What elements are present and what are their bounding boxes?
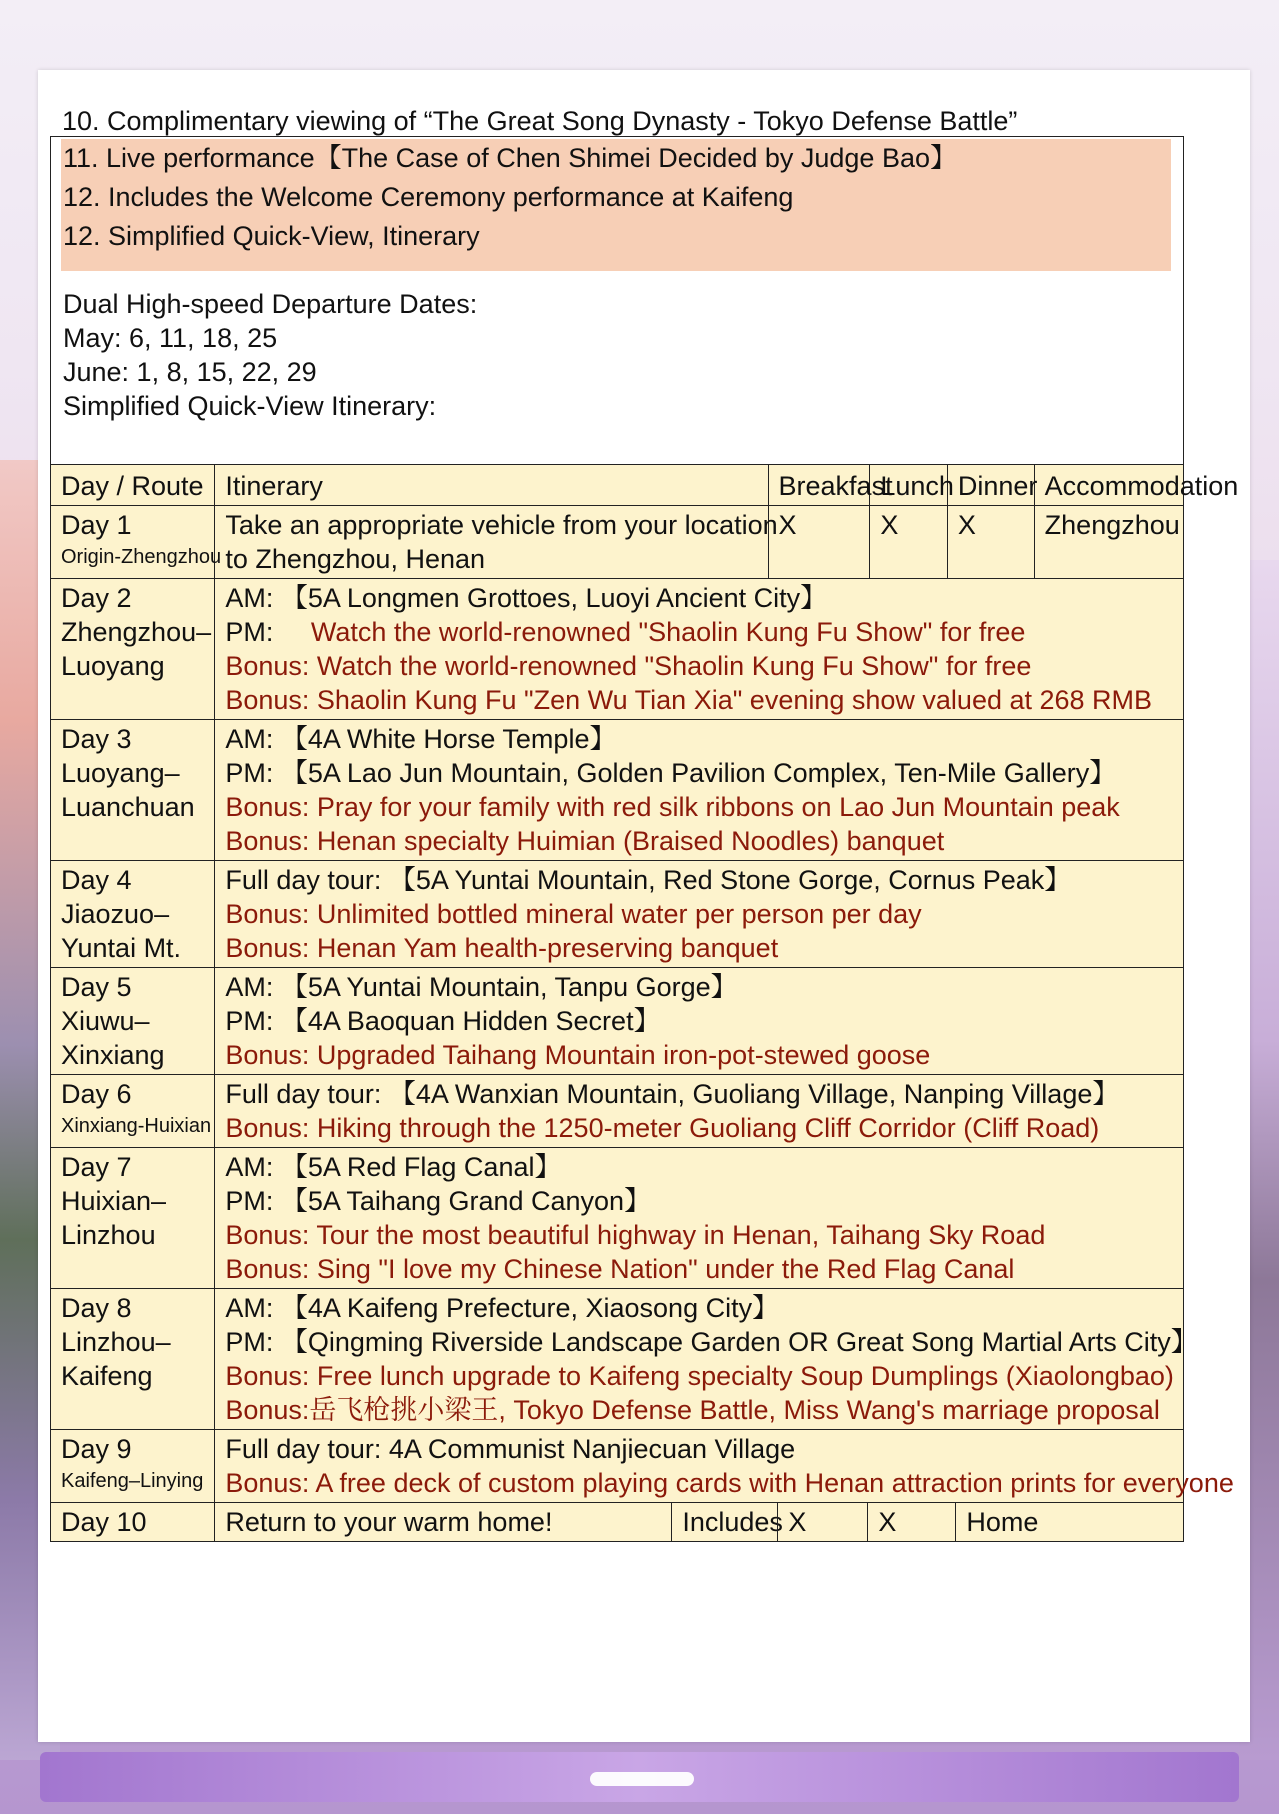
table-row xyxy=(51,968,1184,1075)
days-body xyxy=(51,579,1234,1503)
day-route-cell xyxy=(51,861,215,968)
day-route-cell xyxy=(51,579,215,720)
day-route-cell xyxy=(51,1075,215,1148)
highlight-line-12a: 12. Includes the Welcome Ceremony performance at Kaifeng xyxy=(63,182,794,212)
bonus-line: Bonus: Shaolin Kung Fu "Zen Wu Tian Xia" evening show valued at 268 RMB xyxy=(225,685,1153,715)
itinerary-heading: Simplified Quick-View Itinerary: xyxy=(63,391,437,421)
header-day-route: Day / Route xyxy=(51,465,215,506)
lunch-cell: X xyxy=(777,1503,867,1541)
scroll-indicator[interactable] xyxy=(590,1772,694,1786)
document-page xyxy=(38,70,1250,1742)
day-route-cell xyxy=(51,506,222,579)
day-route-cell xyxy=(51,1289,215,1430)
itinerary-line: PM: Watch the world-renowned "Shaolin Kung Fu Show" for free xyxy=(225,617,1026,647)
route-label: Kaifeng–Linying xyxy=(61,1470,204,1492)
header-breakfast: Breakfast xyxy=(768,465,870,506)
header-accommodation: Accommodation xyxy=(1034,465,1183,506)
bonus-line: Bonus: Upgraded Taihang Mountain iron-pot-stewed goose xyxy=(225,1040,931,1070)
itinerary-cell xyxy=(215,1430,1234,1503)
route-label: Linzhou– xyxy=(61,1327,171,1357)
itinerary-cell xyxy=(215,1289,1198,1430)
intro-line: 10. Complimentary viewing of “The Great Song Dynasty - Tokyo Defense Battle” xyxy=(62,106,1018,136)
itinerary-line: Full day tour: 【5A Yuntai Mountain, Red Stone Gorge, Cornus Peak】 xyxy=(225,865,1072,895)
route-label: Xiuwu– xyxy=(61,1006,150,1036)
day-label: Day 9 xyxy=(61,1434,132,1464)
itinerary-cell xyxy=(215,1148,1184,1289)
itinerary-table xyxy=(50,464,1239,1542)
header-itinerary: Itinerary xyxy=(215,465,768,506)
dinner-cell: X xyxy=(947,506,1034,579)
header-lunch: Lunch xyxy=(870,465,948,506)
departure-heading: Dual High-speed Departure Dates: xyxy=(63,289,478,319)
route-label: Huixian– xyxy=(61,1186,167,1216)
route-label: Kaifeng xyxy=(61,1361,153,1391)
bonus-line: Bonus: Pray for your family with red silk ribbons on Lao Jun Mountain peak xyxy=(225,792,1120,822)
bonus-line: Bonus:岳飞枪挑小梁王, Tokyo Defense Battle, Miss Wang's marriage proposal xyxy=(225,1395,1160,1425)
itinerary-line: to Zhengzhou, Henan xyxy=(225,544,486,574)
bonus-line: Bonus: Tour the most beautiful highway in Henan, Taihang Sky Road xyxy=(225,1220,1046,1250)
bonus-line: Bonus: A free deck of custom playing cards with Henan attraction prints for everyone xyxy=(225,1468,1234,1498)
day-label: Day 6 xyxy=(61,1079,132,1109)
day-route-cell xyxy=(51,1430,215,1503)
itinerary-line: Full day tour: 【4A Wanxian Mountain, Guoliang Village, Nanping Village】 xyxy=(225,1079,1120,1109)
bonus-line: Bonus: Henan Yam health-preserving banquet xyxy=(225,933,779,963)
bonus-line: Bonus: Sing "I love my Chinese Nation" under the Red Flag Canal xyxy=(225,1254,1015,1284)
table-row xyxy=(51,1503,1184,1542)
highlight-box xyxy=(50,136,1184,470)
route-label: Jiaozuo– xyxy=(61,899,170,929)
table-row xyxy=(51,579,1184,720)
itinerary-cell xyxy=(215,506,778,579)
itinerary-line: PM: 【Qingming Riverside Landscape Garden OR Great Song Martial Arts City】 xyxy=(225,1327,1198,1357)
table-row xyxy=(51,720,1184,861)
day-label: Day 5 xyxy=(61,972,132,1002)
day-label: Day 8 xyxy=(61,1293,132,1323)
itinerary-cell xyxy=(215,579,1184,720)
accommodation-cell: Home xyxy=(955,1503,1183,1541)
day-route-cell: Day 10 xyxy=(51,1503,215,1542)
bonus-line: Bonus: Unlimited bottled mineral water per person per day xyxy=(225,899,922,929)
table-row xyxy=(51,506,1184,579)
route-label: Luoyang xyxy=(61,651,165,681)
dinner-cell: X xyxy=(867,1503,955,1541)
itinerary-cell xyxy=(215,861,1184,968)
itinerary-line: Full day tour: 4A Communist Nanjiecuan Village xyxy=(225,1434,796,1464)
itinerary-line: AM: 【4A White Horse Temple】 xyxy=(225,724,617,754)
itinerary-cell xyxy=(215,720,1184,861)
itinerary-cell: Return to your warm home! xyxy=(225,1507,553,1537)
route-label: Xinxiang xyxy=(61,1040,165,1070)
lunch-cell: X xyxy=(870,506,948,579)
route-label: Zhengzhou– xyxy=(61,617,212,647)
route-label: Origin-Zhengzhou xyxy=(61,546,222,568)
table-row xyxy=(51,1075,1184,1148)
table-header-row xyxy=(51,465,1184,506)
breakfast-cell: Includes xyxy=(671,1503,777,1541)
itinerary-line: AM: 【5A Red Flag Canal】 xyxy=(225,1152,562,1182)
day-label: Day 2 xyxy=(61,583,132,613)
breakfast-cell: X xyxy=(768,506,870,579)
accommodation-cell: Zhengzhou xyxy=(1034,506,1183,579)
itinerary-line: AM: 【5A Longmen Grottoes, Luoyi Ancient City】 xyxy=(225,583,828,613)
table-row xyxy=(51,1430,1184,1503)
day-label: Day 7 xyxy=(61,1152,132,1182)
day-route-cell xyxy=(51,1148,215,1289)
route-label: Luanchuan xyxy=(61,792,195,822)
itinerary-cell xyxy=(215,968,1184,1075)
route-label: Xinxiang-Huixian xyxy=(61,1115,212,1137)
table-row xyxy=(51,861,1184,968)
departure-may: May: 6, 11, 18, 25 xyxy=(63,323,278,353)
itinerary-line: PM: 【4A Baoquan Hidden Secret】 xyxy=(225,1006,661,1036)
itinerary-line: AM: 【5A Yuntai Mountain, Tanpu Gorge】 xyxy=(225,972,738,1002)
day-label: Day 4 xyxy=(61,865,132,895)
day-label: Day 3 xyxy=(61,724,132,754)
bonus-line: Bonus: Hiking through the 1250-meter Guoliang Cliff Corridor (Cliff Road) xyxy=(225,1113,1100,1143)
table-row xyxy=(51,1289,1184,1430)
bonus-line: Bonus: Free lunch upgrade to Kaifeng specialty Soup Dumplings (Xiaolongbao) xyxy=(225,1361,1174,1391)
route-label: Yuntai Mt. xyxy=(61,933,182,963)
departure-june: June: 1, 8, 15, 22, 29 xyxy=(63,357,317,387)
route-label: Linzhou xyxy=(61,1220,156,1250)
day-route-cell xyxy=(51,720,215,861)
header-dinner: Dinner xyxy=(947,465,1034,506)
itinerary-line: PM: 【5A Taihang Grand Canyon】 xyxy=(225,1186,652,1216)
highlight-line-12b: 12. Simplified Quick-View, Itinerary xyxy=(63,221,480,251)
route-label: Luoyang– xyxy=(61,758,180,788)
day-label: Day 1 xyxy=(61,510,132,540)
itinerary-line: Take an appropriate vehicle from your location xyxy=(225,510,778,540)
bonus-line: Bonus: Henan specialty Huimian (Braised Noodles) banquet xyxy=(225,826,945,856)
bonus-line: Bonus: Watch the world-renowned "Shaolin Kung Fu Show" for free xyxy=(225,651,1032,681)
table-row xyxy=(51,1148,1184,1289)
itinerary-cell xyxy=(215,1075,1184,1148)
itinerary-line: PM: 【5A Lao Jun Mountain, Golden Pavilion Complex, Ten-Mile Gallery】 xyxy=(225,758,1117,788)
last-row-cell xyxy=(215,1503,1184,1542)
highlight-line-11: 11. Live performance【The Case of Chen Shimei Decided by Judge Bao】 xyxy=(63,143,957,173)
day-route-cell xyxy=(51,968,215,1075)
itinerary-line: AM: 【4A Kaifeng Prefecture, Xiaosong City】 xyxy=(225,1293,780,1323)
